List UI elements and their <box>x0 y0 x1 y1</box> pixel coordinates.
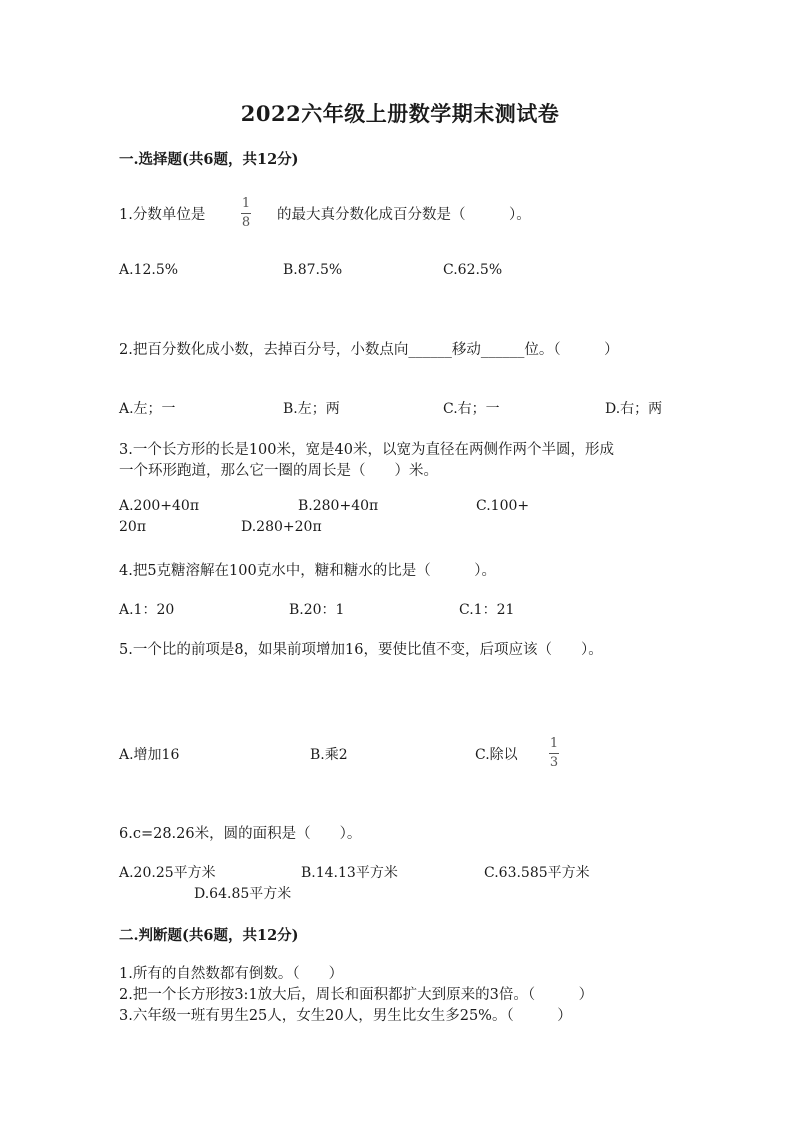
q2-option-b: B.左；两 <box>283 401 340 417</box>
section-heading-judgment: 二.判断题(共6题，共12分) <box>119 927 299 944</box>
fraction-one-eighth <box>241 197 251 230</box>
q3-option-c-continued: 20π <box>119 519 147 535</box>
q6-option-b: B.14.13平方米 <box>301 865 398 881</box>
fraction-one-third <box>549 737 559 770</box>
judgment-item-2: 2.把一个长方形按3:1放大后，周长和面积都扩大到原来的3倍。（ ） <box>119 987 594 1003</box>
q2-option-a: A.左；一 <box>119 401 176 417</box>
judgment-item-1: 1.所有的自然数都有倒数。（ ） <box>119 966 344 982</box>
q2-option-d: D.右；两 <box>605 401 663 417</box>
q6-option-c: C.63.585平方米 <box>484 865 590 881</box>
q4-option-a: A.1：20 <box>119 602 175 618</box>
q1-option-a: A.12.5% <box>119 262 179 278</box>
fraction-numerator: 1 <box>241 196 251 211</box>
q3-option-d: D.280+20π <box>241 519 322 535</box>
fraction-denominator: 3 <box>549 755 559 770</box>
fraction-bar <box>241 213 251 214</box>
q3-option-a: A.200+40π <box>119 498 200 514</box>
fraction-bar <box>549 753 559 754</box>
fraction-numerator: 1 <box>549 736 559 751</box>
page-title: 2022六年级上册数学期末测试卷 <box>240 101 560 126</box>
q5-option-b: B.乘2 <box>310 747 348 763</box>
q4-option-b: B.20：1 <box>289 602 345 618</box>
q1-option-b: B.87.5% <box>283 262 343 278</box>
question-5-text: 5.一个比的前项是8，如果前项增加16，要使比值不变，后项应该（ ）。 <box>119 642 603 658</box>
q5-option-a: A.增加16 <box>119 747 180 763</box>
question-1-text: 1.分数单位是 <box>119 207 206 223</box>
question-3-line-1: 3.一个长方形的长是100米，宽是40米，以宽为直径在两侧作两个半圆，形成 <box>119 442 614 458</box>
q2-option-c: C.右；一 <box>443 401 500 417</box>
q3-option-c: C.100+ <box>476 498 530 514</box>
q6-option-a: A.20.25平方米 <box>119 865 216 881</box>
judgment-item-3: 3.六年级一班有男生25人，女生20人，男生比女生多25%。（ ） <box>119 1008 572 1024</box>
question-3-line-2: 一个环形跑道，那么它一圈的周长是（ ）米。 <box>119 463 438 479</box>
section-heading-choice: 一.选择题(共6题，共12分) <box>119 151 299 168</box>
fraction-denominator: 8 <box>241 215 251 230</box>
q1-option-c: C.62.5% <box>443 262 503 278</box>
question-1-text-after: 的最大真分数化成百分数是（ ）。 <box>277 207 531 223</box>
q6-option-d: D.64.85平方米 <box>194 886 292 902</box>
q3-option-b: B.280+40π <box>298 498 379 514</box>
question-6-text: 6.c=28.26米，圆的面积是（ ）。 <box>119 826 362 842</box>
question-2-text: 2.把百分数化成小数，去掉百分号，小数点向______移动______位。（ ） <box>119 342 619 358</box>
q4-option-c: C.1：21 <box>459 602 515 618</box>
q5-option-c: C.除以 <box>475 747 518 763</box>
question-4-text: 4.把5克糖溶解在100克水中，糖和糖水的比是（ ）。 <box>119 563 496 579</box>
